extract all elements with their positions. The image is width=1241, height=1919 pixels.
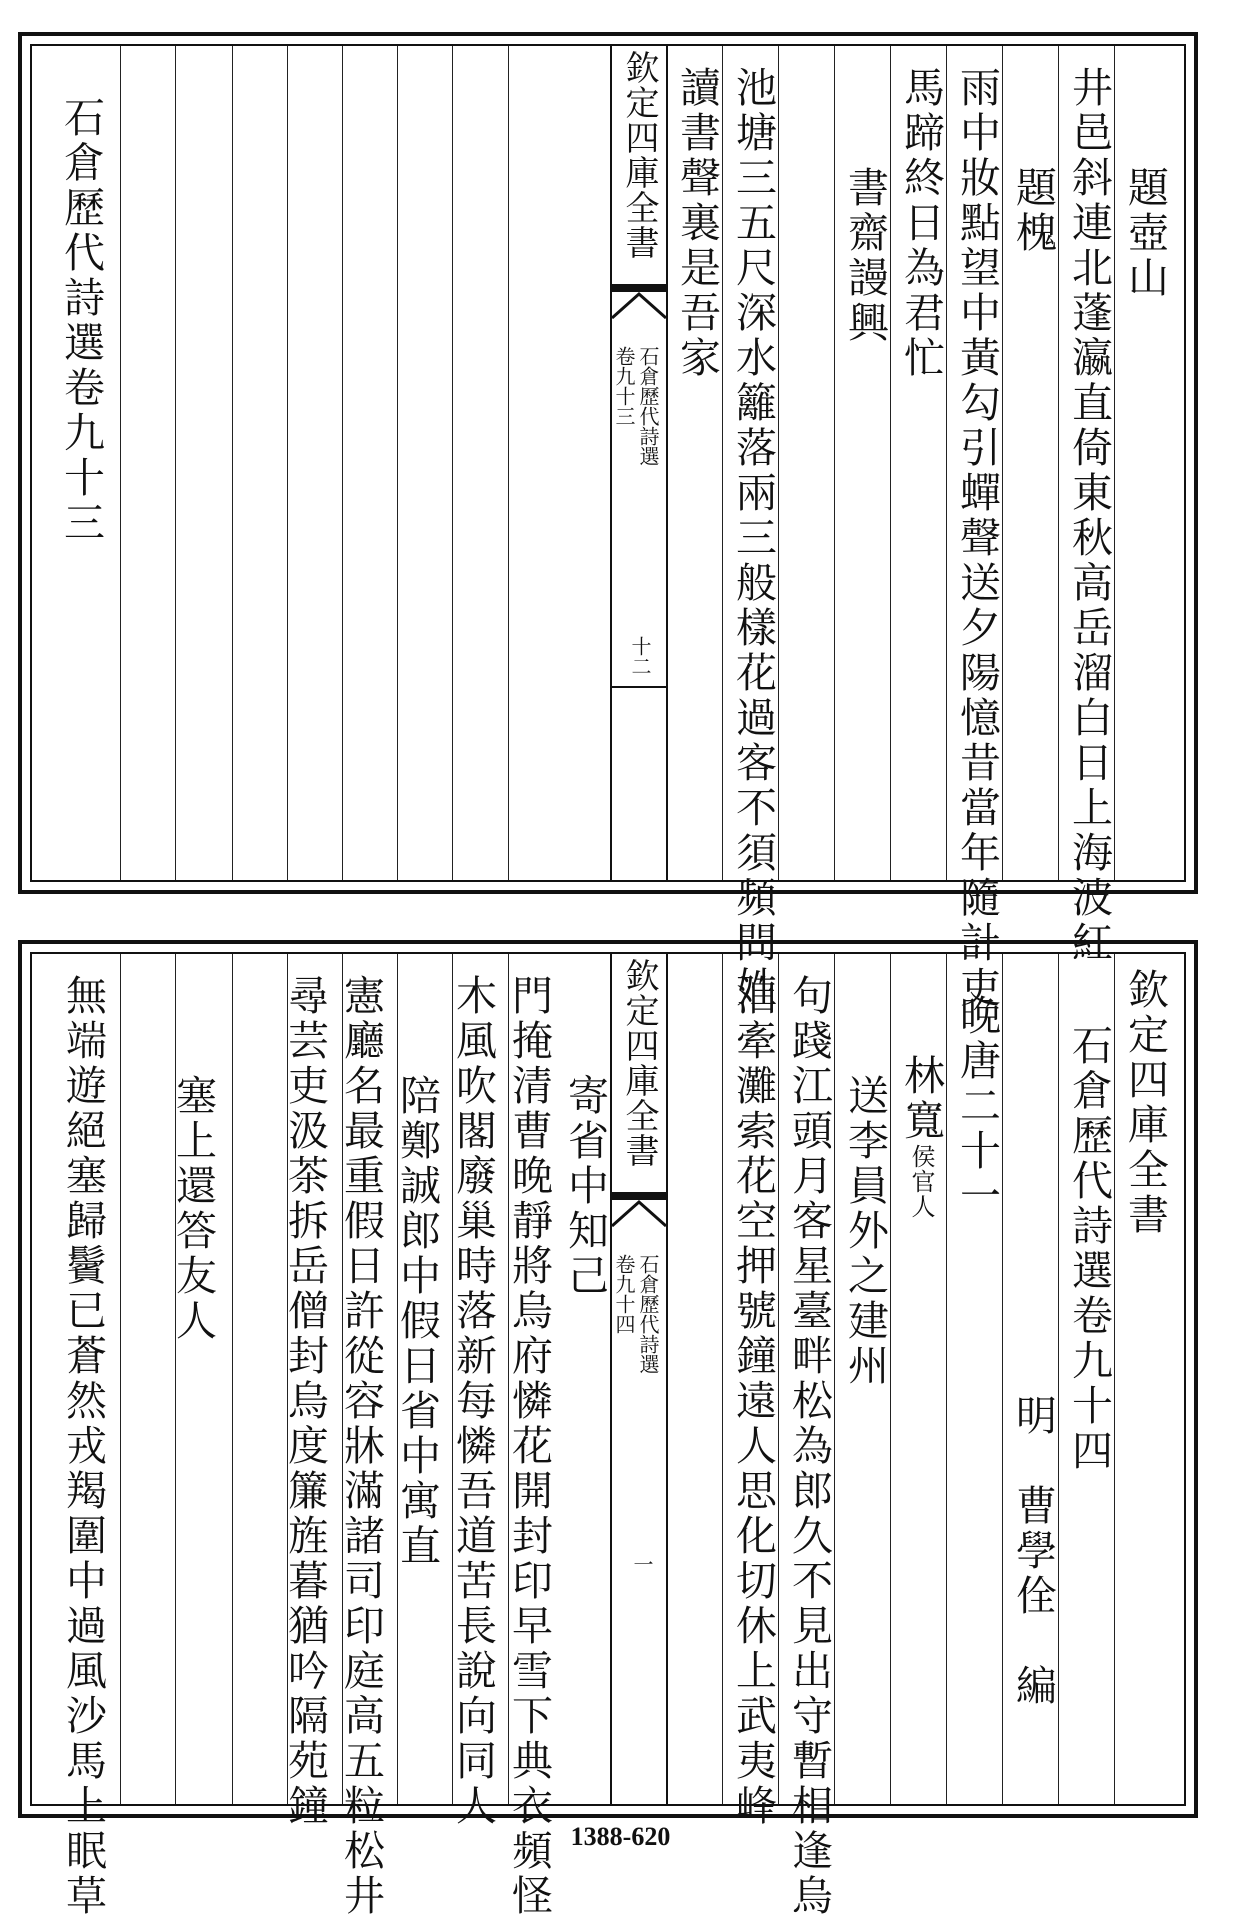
poet-note: 侯官人	[907, 1144, 935, 1219]
column-rule	[1058, 46, 1059, 880]
book-header: 欽定四庫全書	[1121, 968, 1169, 1238]
poem-line: 木風吹閣廢巢時落新每憐吾道苦長說向同人	[449, 974, 497, 1829]
strip-leaf-number: 十二	[628, 636, 652, 676]
poem-title: 寄省中知己	[561, 1074, 609, 1299]
column-rule	[890, 46, 891, 880]
poem-line: 尋芸吏汲茶拆岳僧封烏度簾旌暮猶吟隔苑鐘	[281, 974, 329, 1829]
poem-line: 句踐江頭月客星臺畔松為郎久不見出守暫相逢烏	[785, 974, 833, 1919]
center-strip	[610, 46, 668, 880]
column-rule	[120, 46, 121, 880]
author-line: 明 曹學佺 編	[1009, 1394, 1057, 1709]
strip-volume: 卷九十三	[612, 346, 636, 426]
strip-book-title: 石倉歷代詩選	[636, 346, 660, 466]
section-title: 晚唐二十一	[953, 994, 1001, 1219]
poem-line: 泊牽灘索花空押號鐘遠人思化切休上武夷峰	[729, 974, 777, 1829]
column-rule	[834, 954, 835, 1804]
column-rule	[946, 46, 947, 880]
poem-line: 池塘三五尺深水籬落兩三般樣花過客不須頻問姓	[729, 66, 777, 1011]
column-rule	[508, 46, 509, 880]
column-rule	[287, 46, 288, 880]
poem-title: 題槐	[1009, 166, 1057, 256]
poem-line: 井邑斜連北蓬瀛直倚東秋高岳溜白日上海波紅	[1065, 66, 1113, 966]
strip-leaf-number: 一	[630, 1554, 654, 1574]
page-number: 1388-620	[570, 1822, 671, 1851]
center-strip	[610, 954, 668, 1804]
column-rule	[120, 954, 121, 1804]
column-rule	[232, 46, 233, 880]
column-rule	[1114, 954, 1115, 1804]
poem-line: 門掩清曹晚靜將烏府憐花開封印早雪下典衣頻怪	[505, 974, 553, 1919]
poem-line: 憲廳名最重假日許從容牀滿諸司印庭高五粒松井	[337, 974, 385, 1919]
column-rule	[778, 954, 779, 1804]
column-rule	[722, 954, 723, 1804]
volume-end-title: 石倉歷代詩選卷九十三	[57, 96, 105, 546]
column-rule	[890, 954, 891, 1804]
strip-header: 欽定四庫全書	[619, 958, 659, 1168]
poem-line: 馬蹄終日為君忙	[897, 66, 945, 381]
poet-name-text: 林寬	[897, 1054, 945, 1144]
fish-tail-icon	[612, 284, 666, 320]
top-page	[18, 32, 1198, 1011]
strip-volume: 卷九十四	[612, 1254, 636, 1334]
column-rule	[1002, 954, 1003, 1804]
column-rule	[1114, 46, 1115, 880]
poem-title: 陪鄭誠郎中假日省中寓直	[393, 1074, 441, 1569]
poem-line: 雨中妝點望中黃勾引蟬聲送夕陽憶昔當年隨計吏	[953, 66, 1001, 1011]
poem-title: 書齋謾興	[841, 166, 889, 346]
column-rule	[175, 46, 176, 880]
strip-header: 欽定四庫全書	[619, 50, 659, 260]
column-rule	[1002, 46, 1003, 880]
strip-book-title: 石倉歷代詩選	[636, 1254, 660, 1374]
poem-title: 送李員外之建州	[841, 1074, 889, 1389]
poet-name	[897, 1054, 945, 1219]
column-rule	[397, 46, 398, 880]
poem-line: 無端遊絕塞歸鬢已蒼然戎羯圍中過風沙馬上眠草	[59, 974, 107, 1919]
column-rule	[1058, 954, 1059, 1804]
volume-title: 石倉歷代詩選卷九十四	[1065, 1024, 1113, 1474]
poem-title: 塞上還答友人	[169, 1074, 217, 1344]
poem-line: 讀書聲裏是吾家	[673, 66, 721, 381]
column-rule	[342, 46, 343, 880]
column-rule	[834, 46, 835, 880]
column-rule	[452, 46, 453, 880]
column-rule	[722, 46, 723, 880]
column-rule	[778, 46, 779, 880]
poem-title: 題壺山	[1121, 166, 1169, 301]
column-rule	[232, 954, 233, 1804]
strip-rule	[612, 686, 666, 688]
top-page-frame	[30, 44, 1186, 1011]
column-rule	[946, 954, 947, 1804]
fish-tail-icon	[612, 1192, 666, 1228]
